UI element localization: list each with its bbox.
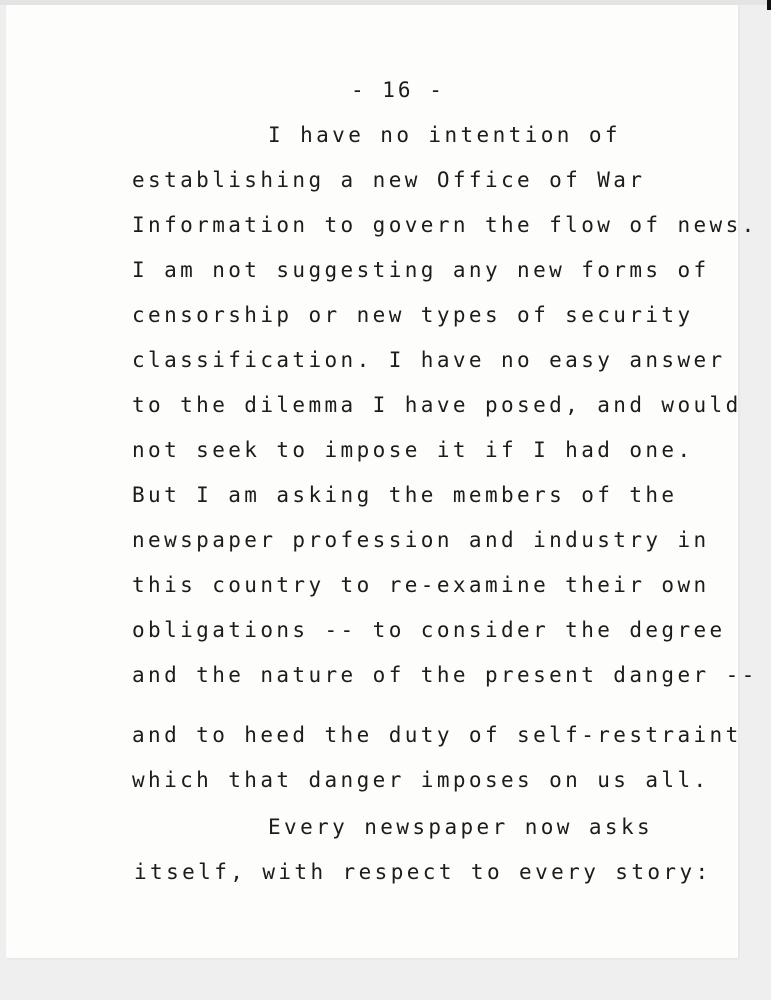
text-line: newspaper profession and industry in	[132, 528, 710, 552]
page-number: - 16 -	[351, 78, 445, 102]
text-line: I am not suggesting any new forms of	[132, 258, 710, 282]
scan-corner-mark	[767, 0, 771, 10]
text-line: But I am asking the members of the	[132, 483, 678, 507]
text-line: and the nature of the present danger --	[132, 663, 758, 687]
text-line: establishing a new Office of War	[132, 168, 646, 192]
text-line: not seek to impose it if I had one.	[132, 438, 694, 462]
text-line: obligations -- to consider the degree	[132, 618, 726, 642]
text-line: I have no intention of	[268, 123, 621, 147]
text-line: Information to govern the flow of news.	[132, 213, 758, 237]
text-line: censorship or new types of security	[132, 303, 694, 327]
text-line: Every newspaper now asks	[268, 815, 654, 839]
text-line: this country to re-examine their own	[132, 573, 710, 597]
text-line: classification. I have no easy answer	[132, 348, 726, 372]
text-line: and to heed the duty of self-restraint	[132, 723, 742, 747]
text-line: to the dilemma I have posed, and would	[132, 393, 742, 417]
text-line: itself, with respect to every story:	[134, 860, 712, 884]
typed-page	[6, 5, 758, 958]
text-line: which that danger imposes on us all.	[132, 768, 710, 792]
